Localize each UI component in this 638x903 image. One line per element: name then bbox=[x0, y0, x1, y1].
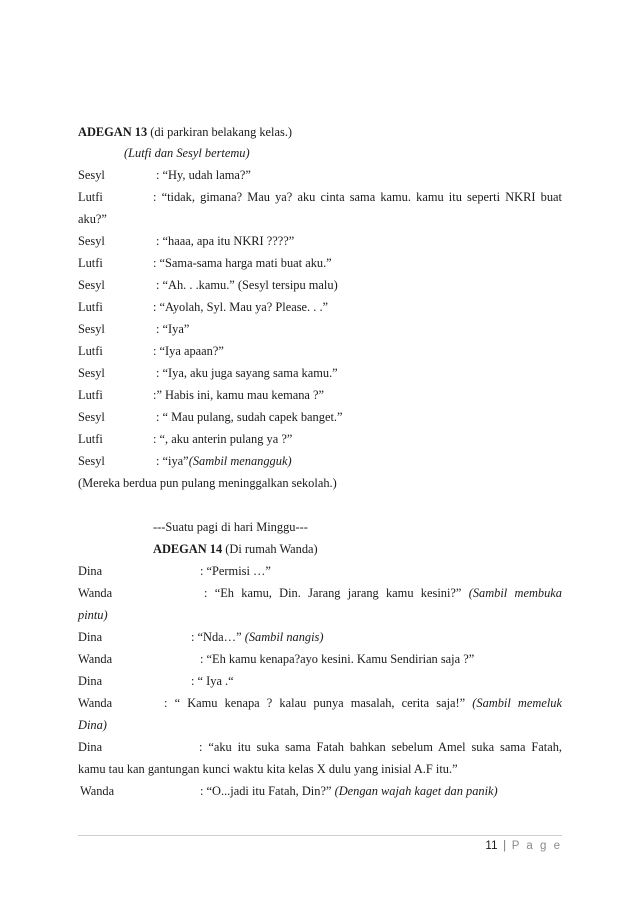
speaker-name: Lutfi bbox=[78, 432, 103, 446]
dialogue-text: : “, aku anterin pulang ya ?” bbox=[153, 432, 293, 446]
speaker-name: Dina bbox=[78, 630, 103, 644]
dialogue-row bbox=[200, 784, 498, 798]
scene-14-heading-row bbox=[153, 542, 318, 556]
dialogue-text: : “ Mau pulang, sudah capek banget.” bbox=[156, 410, 343, 424]
stage-direction: (Sambil menangguk) bbox=[188, 454, 292, 468]
stage-direction: (Dengan wajah kaget dan panik) bbox=[334, 784, 498, 798]
dialogue-text: : “Eh kamu, Din. Jarang jarang kamu kesini?” bbox=[204, 586, 462, 600]
dialogue-text: : “Iya” bbox=[156, 322, 190, 336]
scene-13-direction: (Lutfi dan Sesyl bertemu) bbox=[124, 146, 250, 160]
speaker-name: Sesyl bbox=[78, 410, 105, 424]
scene-13-heading: ADEGAN 13 bbox=[78, 125, 148, 139]
page-number: 11 bbox=[485, 840, 498, 852]
speaker-name: Wanda bbox=[78, 586, 113, 600]
stage-direction: (Sambil nangis) bbox=[244, 630, 324, 644]
speaker-name: Dina bbox=[78, 564, 103, 578]
stage-direction: (Sambil memeluk bbox=[472, 696, 562, 710]
scene-14-heading: ADEGAN 14 bbox=[153, 542, 223, 556]
dialogue-row bbox=[204, 586, 562, 600]
dialogue-text: : “Eh kamu kenapa?ayo kesini. Kamu Sendirian saja ?” bbox=[200, 652, 475, 666]
dialogue-text: : “Ah. . .kamu.” (Sesyl tersipu malu) bbox=[156, 278, 338, 292]
speaker-name: Wanda bbox=[78, 652, 113, 666]
speaker-name: Sesyl bbox=[78, 322, 105, 336]
speaker-name: Wanda bbox=[80, 784, 115, 798]
speaker-name: Sesyl bbox=[78, 278, 105, 292]
dialogue-text: : “Ayolah, Syl. Mau ya? Please. . .” bbox=[153, 300, 329, 314]
scene-13-location: (di parkiran belakang kelas.) bbox=[150, 125, 293, 139]
page-word: P a g e bbox=[511, 840, 562, 852]
speaker-name: Lutfi bbox=[78, 300, 103, 314]
dialogue-text: : “ Kamu kenapa ? kalau punya masalah, cerita saja!” bbox=[164, 696, 466, 710]
footer-separator: | bbox=[503, 840, 507, 852]
speaker-name: Lutfi bbox=[78, 256, 103, 270]
speaker-name: Sesyl bbox=[78, 234, 105, 248]
dialogue-text: : “Nda…” bbox=[191, 630, 242, 644]
dialogue-text: : “Hy, udah lama?” bbox=[156, 168, 251, 182]
dialogue-text: : “aku itu suka sama Fatah bahkan sebelum Amel suka sama Fatah, bbox=[199, 740, 562, 754]
dialogue-text: : “Sama-sama harga mati buat aku.” bbox=[153, 256, 332, 270]
dialogue-text: : “ Iya .“ bbox=[191, 674, 234, 688]
scene-13-heading-row bbox=[78, 125, 292, 139]
dialogue-text: :” Habis ini, kamu mau kemana ?” bbox=[153, 388, 325, 402]
dialogue-text: : “Iya, aku juga sayang sama kamu.” bbox=[156, 366, 338, 380]
dialogue-text: : “Permisi …” bbox=[200, 564, 271, 578]
dialogue-text: : “tidak, gimana? Mau ya? aku cinta sama kamu. kamu itu seperti NKRI buat bbox=[153, 190, 562, 204]
speaker-name: Dina bbox=[78, 740, 103, 754]
speaker-name: Lutfi bbox=[78, 388, 103, 402]
page-footer bbox=[485, 840, 562, 852]
speaker-name: Sesyl bbox=[78, 454, 105, 468]
speaker-name: Dina bbox=[78, 674, 103, 688]
dialogue-text: : “O...jadi itu Fatah, Din?” bbox=[200, 784, 332, 798]
dialogue-row bbox=[164, 696, 562, 710]
dialogue-continuation: aku?” bbox=[78, 212, 107, 226]
dialogue-row bbox=[191, 630, 324, 644]
dialogue-text: : “Iya apaan?” bbox=[153, 344, 224, 358]
dialogue-text: : “haaa, apa itu NKRI ????” bbox=[156, 234, 295, 248]
stage-direction: (Sambil membuka bbox=[468, 586, 562, 600]
stage-direction-continuation: Dina) bbox=[78, 718, 107, 732]
dialogue-row bbox=[156, 454, 292, 468]
speaker-name: Sesyl bbox=[78, 366, 105, 380]
footer-rule bbox=[78, 835, 562, 836]
speaker-name: Lutfi bbox=[78, 190, 103, 204]
scene-13-closing: (Mereka berdua pun pulang meninggalkan sekolah.) bbox=[78, 476, 337, 490]
speaker-name: Wanda bbox=[78, 696, 113, 710]
dialogue-continuation: kamu tau kan gantungan kunci waktu kita kelas X dulu yang inisial A.F itu.” bbox=[78, 762, 458, 776]
stage-direction-continuation: pintu) bbox=[78, 608, 108, 622]
speaker-name: Sesyl bbox=[78, 168, 105, 182]
dialogue-text: : “iya” bbox=[156, 454, 189, 468]
interlude: ---Suatu pagi di hari Minggu--- bbox=[153, 520, 308, 534]
speaker-name: Lutfi bbox=[78, 344, 103, 358]
scene-14-location: (Di rumah Wanda) bbox=[225, 542, 318, 556]
